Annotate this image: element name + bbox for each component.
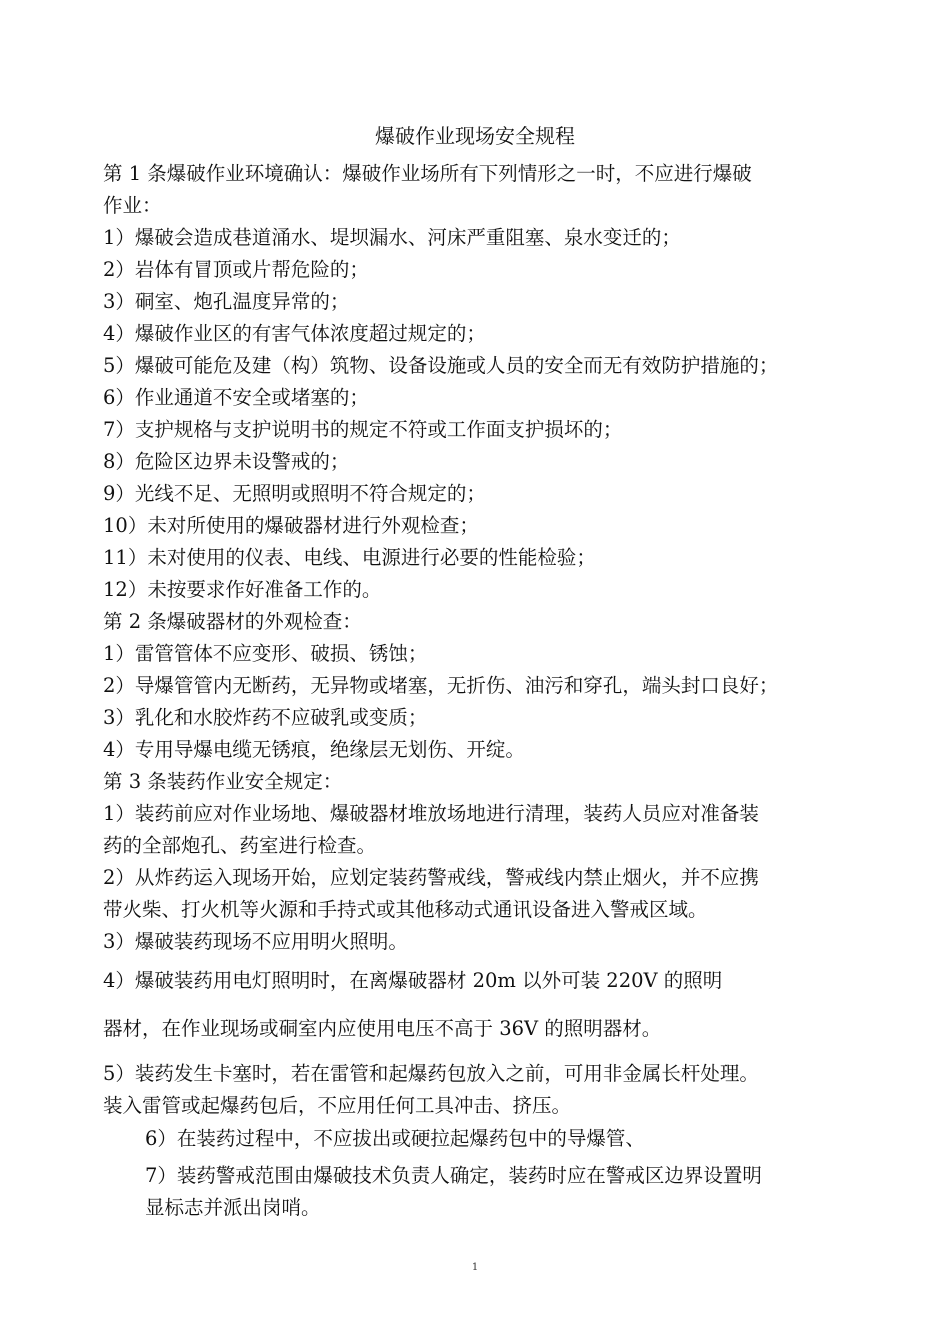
list-item: 7）支护规格与支护说明书的规定不符或工作面支护损坏的； [103,418,623,441]
list-item-continued: 装入雷管或起爆药包后，不应用任何工具冲击、挤压。 [103,1094,572,1117]
list-item-continued: 器材，在作业现场或硐室内应使用电压不高于 36V 的照明器材。 [103,1017,662,1040]
article-1-heading-continued: 作业： [103,194,162,217]
list-item: 12）未按要求作好准备工作的。 [103,578,382,601]
list-item: 4）专用导爆电缆无锈痕，绝缘层无划伤、开绽。 [103,738,525,761]
list-item: 6）作业通道不安全或堵塞的； [103,386,369,409]
article-1-heading: 第 1 条爆破作业环境确认：爆破作业场所有下列情形之一时，不应进行爆破 [103,162,752,185]
list-item: 1）爆破会造成巷道涌水、堤坝漏水、河床严重阻塞、泉水变迁的； [103,226,681,249]
page-title: 爆破作业现场安全规程 [375,124,575,148]
list-item: 10）未对所使用的爆破器材进行外观检查； [103,514,479,537]
list-item: 8）危险区边界未设警戒的； [103,450,350,473]
list-item: 1）雷管管体不应变形、破损、锈蚀； [103,642,428,665]
list-item: 3）乳化和水胶炸药不应破乳或变质； [103,706,428,729]
list-item: 2）从炸药运入现场开始，应划定装药警戒线，警戒线内禁止烟火，并不应携 [103,866,759,889]
list-item: 3）爆破装药现场不应用明火照明。 [103,930,408,953]
list-item: 6）在装药过程中，不应拔出或硬拉起爆药包中的导爆管、 [145,1127,645,1150]
list-item-continued: 带火柴、打火机等火源和手持式或其他移动式通讯设备进入警戒区域。 [103,898,708,921]
article-3-heading: 第 3 条装药作业安全规定： [103,770,343,793]
list-item: 9）光线不足、无照明或照明不符合规定的； [103,482,486,505]
page-number: 1 [471,1262,479,1273]
list-item: 11）未对使用的仪表、电线、电源进行必要的性能检验； [103,546,596,569]
list-item: 7）装药警戒范围由爆破技术负责人确定，装药时应在警戒区边界设置明 [145,1164,762,1187]
list-item: 2）岩体有冒顶或片帮危险的； [103,258,369,281]
list-item: 2）导爆管管内无断药，无异物或堵塞，无折伤、油污和穿孔，端头封口良好； [103,674,779,697]
list-item: 1）装药前应对作业场地、爆破器材堆放场地进行清理，装药人员应对准备装 [103,802,759,825]
list-item: 5）装药发生卡塞时，若在雷管和起爆药包放入之前，可用非金属长杆处理。 [103,1062,759,1085]
list-item: 5）爆破可能危及建（构）筑物、设备设施或人员的安全而无有效防护措施的； [103,354,779,377]
article-2-heading: 第 2 条爆破器材的外观检查： [103,610,362,633]
list-item: 4）爆破作业区的有害气体浓度超过规定的； [103,322,486,345]
list-item: 4）爆破装药用电灯照明时，在离爆破器材 20m 以外可装 220V 的照明 [103,969,723,992]
list-item-continued: 药的全部炮孔、药室进行检查。 [103,834,377,857]
list-item-continued: 显标志并派出岗哨。 [145,1196,321,1219]
list-item: 3）硐室、炮孔温度异常的； [103,290,350,313]
